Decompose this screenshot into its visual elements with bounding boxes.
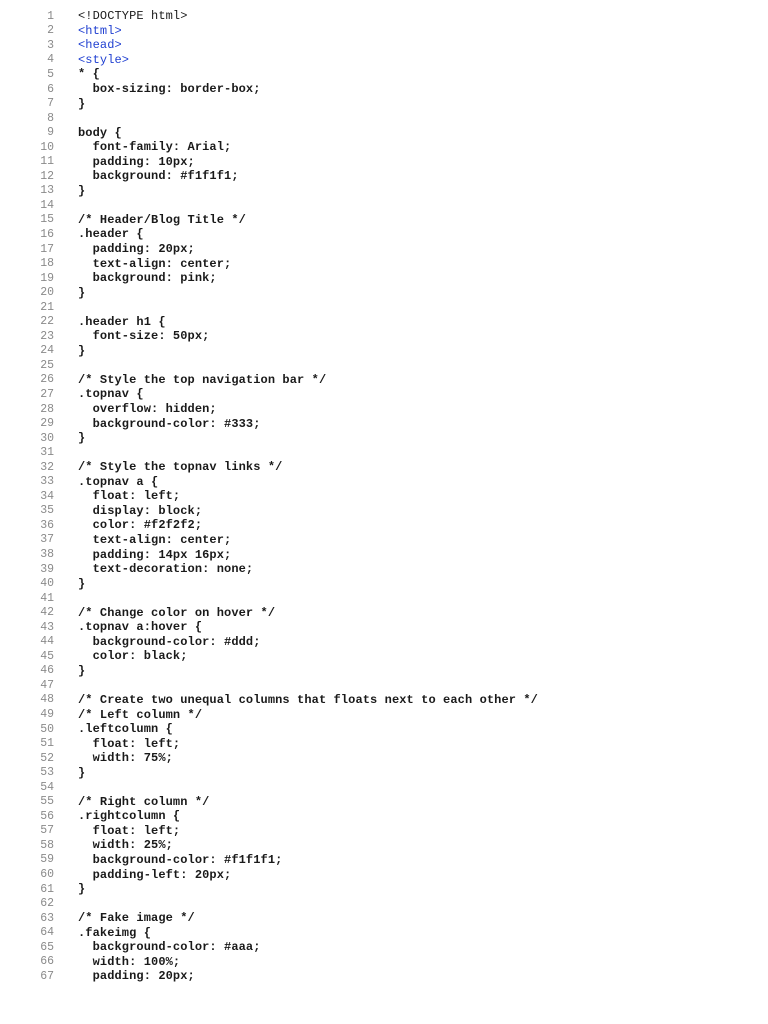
line-number: 64	[40, 926, 54, 940]
code-line[interactable]	[0, 780, 768, 795]
code-line[interactable]	[0, 736, 768, 751]
code-text[interactable]: /* Style the topnav links */	[78, 460, 283, 475]
line-number: 34	[40, 489, 54, 503]
line-number: 52	[40, 751, 54, 765]
code-line[interactable]	[0, 256, 768, 271]
code-editor[interactable]	[0, 9, 768, 984]
code-line[interactable]	[0, 940, 768, 955]
code-line[interactable]	[0, 518, 768, 533]
code-text[interactable]: }	[78, 96, 86, 111]
code-line[interactable]	[0, 358, 768, 373]
line-number: 7	[47, 97, 54, 111]
code-text[interactable]: overflow: hidden;	[78, 402, 217, 417]
code-line[interactable]	[0, 329, 768, 344]
line-number: 21	[40, 300, 54, 314]
code-text[interactable]: /* Fake image */	[78, 911, 195, 926]
line-number: 46	[40, 664, 54, 678]
line-number: 39	[40, 562, 54, 576]
code-text[interactable]: .header {	[78, 227, 144, 242]
code-text[interactable]: /* Left column */	[78, 707, 203, 722]
code-text[interactable]: width: 75%;	[78, 751, 173, 766]
code-text[interactable]: .leftcolumn {	[78, 722, 173, 737]
code-text[interactable]: color: black;	[78, 649, 188, 664]
code-line[interactable]	[0, 576, 768, 591]
code-text[interactable]: <style>	[78, 52, 130, 67]
code-line[interactable]	[0, 853, 768, 868]
code-text[interactable]: }	[78, 285, 86, 300]
line-number: 3	[47, 38, 54, 52]
code-text[interactable]: }	[78, 576, 86, 591]
code-line[interactable]	[0, 475, 768, 490]
code-line[interactable]	[0, 111, 768, 126]
code-text[interactable]: }	[78, 663, 86, 678]
code-text[interactable]: color: #f2f2f2;	[78, 518, 203, 533]
code-text[interactable]: text-align: center;	[78, 256, 232, 271]
code-line[interactable]	[0, 242, 768, 257]
code-line[interactable]	[0, 125, 768, 140]
code-text[interactable]: width: 25%;	[78, 838, 173, 853]
code-text[interactable]: /* Right column */	[78, 794, 210, 809]
code-line[interactable]	[0, 911, 768, 926]
code-text[interactable]: padding: 14px 16px;	[78, 547, 232, 562]
code-line[interactable]	[0, 431, 768, 446]
line-number: 31	[40, 446, 54, 460]
code-line[interactable]	[0, 271, 768, 286]
code-line[interactable]	[0, 445, 768, 460]
line-number: 45	[40, 649, 54, 663]
line-number: 63	[40, 911, 54, 925]
line-number: 44	[40, 635, 54, 649]
code-line[interactable]	[0, 547, 768, 562]
line-number: 49	[40, 708, 54, 722]
code-text[interactable]: padding: 20px;	[78, 969, 195, 984]
code-text[interactable]: .fakeimg {	[78, 925, 152, 940]
code-line[interactable]	[0, 693, 768, 708]
line-number: 6	[47, 82, 54, 96]
code-text[interactable]: padding-left: 20px;	[78, 867, 232, 882]
line-number: 2	[47, 24, 54, 38]
code-text[interactable]: float: left;	[78, 489, 181, 504]
code-text[interactable]: text-decoration: none;	[78, 562, 254, 577]
code-line[interactable]	[0, 896, 768, 911]
code-line[interactable]	[0, 809, 768, 824]
line-number: 57	[40, 824, 54, 838]
code-line[interactable]	[0, 24, 768, 39]
code-line[interactable]	[0, 925, 768, 940]
code-line[interactable]	[0, 402, 768, 417]
code-line[interactable]	[0, 969, 768, 984]
line-number: 66	[40, 955, 54, 969]
code-line[interactable]	[0, 591, 768, 606]
line-number: 29	[40, 417, 54, 431]
line-number: 56	[40, 809, 54, 823]
code-line[interactable]	[0, 649, 768, 664]
code-line[interactable]	[0, 824, 768, 839]
line-number: 17	[40, 242, 54, 256]
code-line[interactable]	[0, 53, 768, 68]
line-number: 35	[40, 504, 54, 518]
code-text[interactable]: background-color: #333;	[78, 416, 261, 431]
line-number: 28	[40, 402, 54, 416]
line-number: 10	[40, 140, 54, 154]
code-text[interactable]: }	[78, 183, 86, 198]
code-line[interactable]	[0, 373, 768, 388]
code-text[interactable]: }	[78, 882, 86, 897]
code-line[interactable]	[0, 227, 768, 242]
code-line[interactable]	[0, 213, 768, 228]
code-text[interactable]: float: left;	[78, 823, 181, 838]
code-line[interactable]	[0, 562, 768, 577]
code-text[interactable]: background: pink;	[78, 271, 217, 286]
code-text[interactable]: float: left;	[78, 736, 181, 751]
line-number: 23	[40, 329, 54, 343]
code-line[interactable]	[0, 285, 768, 300]
code-line[interactable]	[0, 314, 768, 329]
line-number: 41	[40, 591, 54, 605]
line-number: 13	[40, 184, 54, 198]
code-line[interactable]	[0, 184, 768, 199]
code-text[interactable]: font-size: 50px;	[78, 329, 210, 344]
line-number: 67	[40, 969, 54, 983]
code-text[interactable]: /* Style the top navigation bar */	[78, 372, 327, 387]
code-text[interactable]: background-color: #ddd;	[78, 634, 261, 649]
line-number: 54	[40, 780, 54, 794]
line-number: 19	[40, 271, 54, 285]
code-line[interactable]	[0, 9, 768, 24]
line-number: 36	[40, 518, 54, 532]
code-text[interactable]: * {	[78, 67, 100, 82]
code-line[interactable]	[0, 751, 768, 766]
code-line[interactable]	[0, 882, 768, 897]
line-number: 26	[40, 373, 54, 387]
code-line[interactable]	[0, 38, 768, 53]
code-line[interactable]	[0, 765, 768, 780]
code-line[interactable]	[0, 664, 768, 679]
line-number: 18	[40, 257, 54, 271]
code-line[interactable]	[0, 867, 768, 882]
line-number: 30	[40, 431, 54, 445]
code-text[interactable]: }	[78, 765, 86, 780]
code-text[interactable]: <!DOCTYPE html>	[78, 9, 188, 24]
line-number: 20	[40, 286, 54, 300]
line-number: 37	[40, 533, 54, 547]
line-number: 47	[40, 678, 54, 692]
code-line[interactable]	[0, 300, 768, 315]
code-line[interactable]	[0, 489, 768, 504]
line-number: 5	[47, 67, 54, 81]
code-text[interactable]: box-sizing: border-box;	[78, 82, 261, 96]
code-line[interactable]	[0, 533, 768, 548]
code-text[interactable]: .header h1 {	[78, 314, 166, 329]
line-number: 14	[40, 198, 54, 212]
code-text[interactable]: <head>	[78, 38, 122, 53]
code-line[interactable]	[0, 198, 768, 213]
code-text[interactable]: }	[78, 431, 86, 446]
line-number: 58	[40, 838, 54, 852]
code-line[interactable]	[0, 504, 768, 519]
code-text[interactable]: body {	[78, 125, 122, 140]
code-line[interactable]	[0, 707, 768, 722]
line-number: 22	[40, 315, 54, 329]
code-line[interactable]	[0, 82, 768, 97]
code-text[interactable]: }	[78, 343, 86, 358]
line-number: 51	[40, 737, 54, 751]
line-number: 9	[47, 126, 54, 140]
line-number: 25	[40, 358, 54, 372]
code-line[interactable]	[0, 678, 768, 693]
code-line[interactable]	[0, 460, 768, 475]
line-number: 27	[40, 387, 54, 401]
line-number: 1	[47, 9, 54, 23]
code-text[interactable]: /* Create two unequal columns that floats next to each other */	[78, 692, 538, 707]
code-text[interactable]: background-color: #f1f1f1;	[78, 852, 283, 867]
code-text[interactable]: display: block;	[78, 503, 203, 518]
line-number: 24	[40, 344, 54, 358]
code-text[interactable]: background-color: #aaa;	[78, 940, 261, 955]
code-text[interactable]: /* Header/Blog Title */	[78, 212, 246, 227]
line-number: 55	[40, 795, 54, 809]
line-number: 48	[40, 693, 54, 707]
code-text[interactable]: <html>	[78, 23, 122, 38]
code-line[interactable]	[0, 169, 768, 184]
line-number: 62	[40, 897, 54, 911]
line-number: 65	[40, 940, 54, 954]
line-number: 43	[40, 620, 54, 634]
line-number: 11	[40, 155, 54, 169]
line-number: 32	[40, 460, 54, 474]
line-number: 53	[40, 766, 54, 780]
code-line[interactable]	[0, 96, 768, 111]
code-line[interactable]	[0, 838, 768, 853]
line-number: 40	[40, 577, 54, 591]
code-text[interactable]: font-family: Arial;	[78, 140, 232, 155]
line-number: 61	[40, 882, 54, 896]
code-line[interactable]	[0, 722, 768, 737]
line-number: 8	[47, 111, 54, 125]
code-line[interactable]	[0, 635, 768, 650]
code-line[interactable]	[0, 344, 768, 359]
code-line[interactable]	[0, 955, 768, 970]
code-line[interactable]	[0, 605, 768, 620]
line-number: 12	[40, 169, 54, 183]
code-line[interactable]	[0, 67, 768, 82]
code-text[interactable]: background: #f1f1f1;	[78, 169, 239, 184]
code-line[interactable]	[0, 387, 768, 402]
line-number: 50	[40, 722, 54, 736]
line-number: 59	[40, 853, 54, 867]
code-line[interactable]	[0, 416, 768, 431]
code-text[interactable]: width: 100%;	[78, 954, 181, 969]
code-line[interactable]	[0, 795, 768, 810]
code-text[interactable]: padding: 10px;	[78, 154, 195, 169]
line-number: 16	[40, 227, 54, 241]
code-text[interactable]: .topnav a {	[78, 474, 159, 489]
code-text[interactable]: .rightcolumn {	[78, 809, 181, 824]
code-line[interactable]	[0, 140, 768, 155]
code-text[interactable]: padding: 20px;	[78, 242, 195, 257]
code-line[interactable]	[0, 154, 768, 169]
code-line[interactable]	[0, 620, 768, 635]
line-number: 38	[40, 548, 54, 561]
code-text[interactable]: text-align: center;	[78, 532, 232, 547]
code-text[interactable]: .topnav a:hover {	[78, 620, 203, 635]
line-number: 4	[47, 53, 54, 67]
code-text[interactable]: /* Change color on hover */	[78, 605, 276, 620]
line-number: 60	[40, 868, 54, 882]
line-number: 42	[40, 606, 54, 620]
line-number: 15	[40, 213, 54, 227]
code-text[interactable]: .topnav {	[78, 387, 144, 402]
line-number: 33	[40, 475, 54, 489]
